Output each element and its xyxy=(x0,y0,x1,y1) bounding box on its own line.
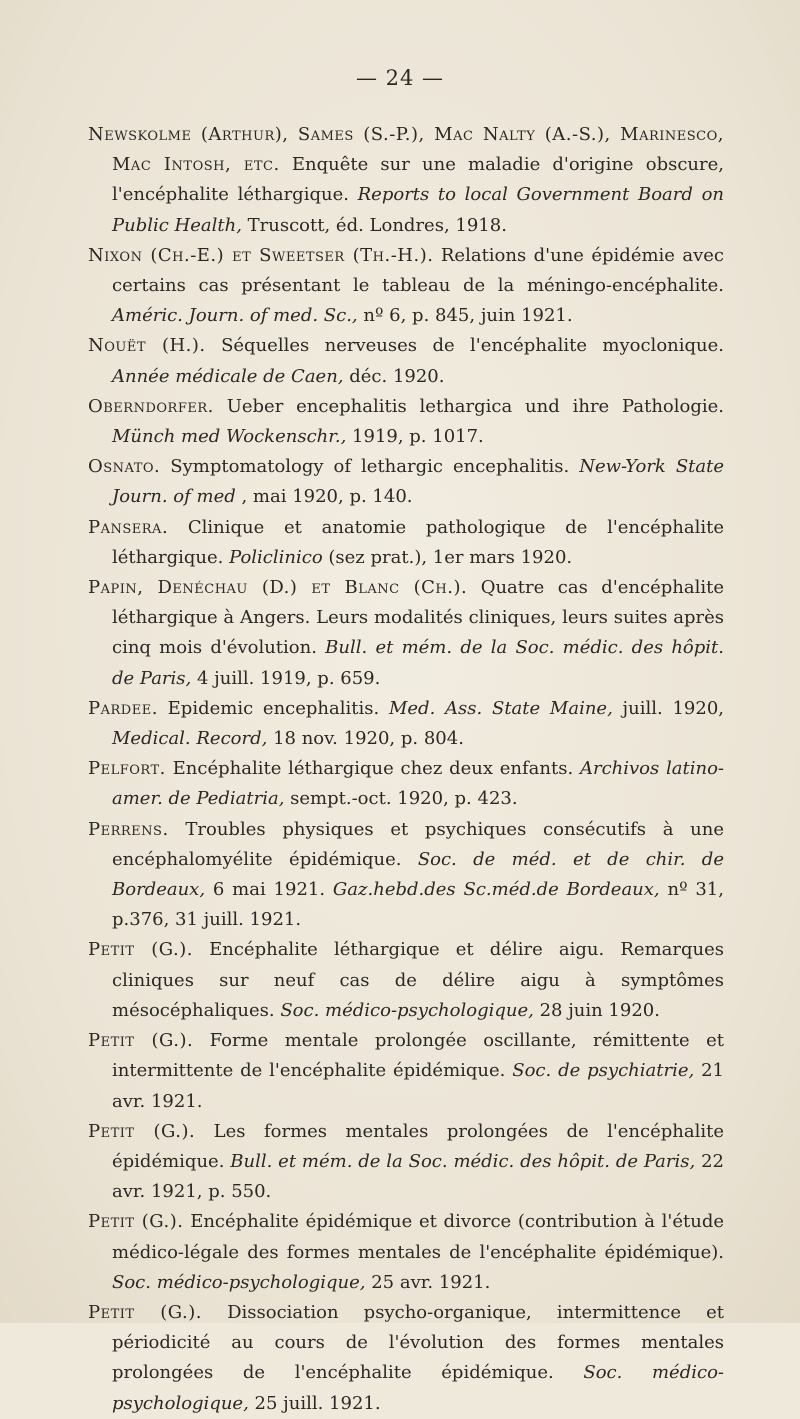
entry-author: Nixon (Ch.-E.) et Sweetser (Th.-H.). xyxy=(88,244,434,266)
bibliography-entry xyxy=(88,392,724,452)
entry-author: Petit (G.). xyxy=(88,1301,202,1323)
entry-title: Encéphalite épidémique et divorce (contribution à l'étude médico-légale des formes mentales de l'encéphalite épidémique). xyxy=(112,1211,724,1263)
bibliography-entry xyxy=(88,754,724,814)
entry-journal: Soc. de méd. et de chir. de Bordeaux, xyxy=(112,848,724,901)
entry-journal: Gaz.hebd.des Sc.méd.de Bordeaux, xyxy=(332,879,660,901)
bibliography-entry xyxy=(88,1298,724,1419)
bibliography-entry xyxy=(88,815,724,936)
entry-title: Troubles physiques et psychiques consécutifs à une encéphalomyélite épidémique. xyxy=(112,818,724,870)
entry-author: Pelfort. xyxy=(88,758,166,780)
entry-journal: Améric. Journ. of med. Sc., xyxy=(112,305,358,327)
entry-details: 1919, p. 1017. xyxy=(346,426,484,448)
entry-details: sempt.-oct. 1920, p. 423. xyxy=(284,788,518,810)
entry-journal: Année médicale de Caen, xyxy=(112,365,344,387)
entry-details: nº 31, p.376, 31 juill. 1921. xyxy=(112,879,724,931)
entry-details: juill. 1920, xyxy=(612,697,725,719)
entry-title: Ueber encephalitis lethargica und ihre Pathologie. xyxy=(213,395,724,417)
entry-journal: Bull. et mém. de la Soc. médic. des hôpit. de Paris, xyxy=(230,1150,696,1172)
entry-details: 4 juill. 1919, p. 659. xyxy=(191,667,381,689)
bibliography-entry xyxy=(88,331,724,391)
entry-title: Relations d'une épidémie avec certains cas présentant le tableau de la méningo-encéphalite. xyxy=(112,244,724,297)
bibliography-entry xyxy=(88,935,724,1026)
entry-author: Petit (G.). xyxy=(88,1211,184,1233)
entry-title: Les formes mentales prolongées de l'encéphalite épidémique. xyxy=(112,1120,725,1172)
bibliography-entry xyxy=(88,694,724,754)
entry-details: Truscott, éd. Londres, 1918. xyxy=(241,214,507,236)
entry-author: Petit (G.). xyxy=(88,1030,194,1052)
entry-journal: Medical. Record, xyxy=(112,728,268,750)
entry-journal: Münch med Wockenschr., xyxy=(112,426,347,448)
bibliography-entry xyxy=(88,1026,724,1117)
entry-details: déc. 1920. xyxy=(343,365,445,387)
entry-details: 18 nov. 1920, p. 804. xyxy=(267,728,464,750)
entry-journal: Soc. médico-psychologique, xyxy=(112,1362,724,1414)
entry-title: Forme mentale prolongée oscillante, rémittente et intermittente de l'encéphalite épidémique. xyxy=(112,1030,724,1082)
entry-details: 25 juill. 1921. xyxy=(248,1392,381,1414)
entry-author: Petit (G.). xyxy=(88,939,193,961)
entry-journal: Archivos latino-amer. de Pediatria, xyxy=(112,758,725,810)
bibliography-entry xyxy=(88,1117,724,1208)
entry-journal: Soc. médico-psychologique, xyxy=(280,999,534,1021)
bibliography-entry xyxy=(88,573,724,694)
entry-details: 25 avr. 1921. xyxy=(365,1271,491,1293)
entry-title: Dissociation psycho-organique, intermittence et périodicité au cours de l'évolution des formes mentales prolongées de l'encéphalite épidémique. xyxy=(112,1301,724,1384)
bibliography-entry xyxy=(88,120,724,241)
entry-journal: Soc. de psychiatrie, xyxy=(512,1060,695,1082)
entry-author: Nouët (H.). xyxy=(88,335,206,357)
entry-author: Papin, Denéchau (D.) et Blanc (Ch.). xyxy=(88,577,468,599)
entry-author: Newskolme (Arthur), Sames (S.-P.), Mac Nalty (A.-S.), Marinesco, Mac Intosh, etc. xyxy=(88,124,724,176)
entry-journal: Bull. et mém. de la Soc. médic. des hôpit. de Paris, xyxy=(112,637,724,689)
entry-author: Petit (G.). xyxy=(88,1120,196,1142)
bibliography-entry xyxy=(88,452,724,512)
entry-title: Symptomatology of lethargic encephalitis. xyxy=(160,456,580,478)
bibliography-entry xyxy=(88,1207,724,1298)
entry-author: Oberndorfer. xyxy=(88,395,214,417)
entry-title: Clinique et anatomie pathologique de l'encéphalite léthargique. xyxy=(112,516,724,568)
bibliography-entry xyxy=(88,241,724,332)
bibliography-entry xyxy=(88,513,724,573)
entry-details: 22 avr. 1921, p. 550. xyxy=(112,1150,724,1203)
entry-details: , mai 1920, p. 140. xyxy=(235,486,413,508)
entry-details: 28 juin 1920. xyxy=(533,999,660,1021)
entry-details: (sez prat.), 1er mars 1920. xyxy=(322,546,573,568)
entry-title: Encéphalite léthargique et délire aigu. Remarques cliniques sur neuf cas de délire aigu à symptômes mésocéphaliques. xyxy=(112,939,724,1021)
entry-journal: Med. Ass. State Maine, xyxy=(388,697,613,719)
entry-details: 6 mai 1921. xyxy=(205,879,333,901)
entry-author: Perrens. xyxy=(88,818,169,840)
entry-title: Séquelles nerveuses de l'encéphalite myoclonique. xyxy=(205,335,724,357)
entry-journal: Policlinico xyxy=(229,546,323,568)
entry-author: Pardee. xyxy=(88,697,158,719)
entry-journal: New-York State Journ. of med xyxy=(112,456,724,508)
entry-details: 21 avr. 1921. xyxy=(112,1060,724,1112)
page-number: — 24 — xyxy=(355,66,445,90)
bibliography-list xyxy=(88,120,724,1419)
entry-title: Encéphalite léthargique chez deux enfants. xyxy=(165,758,580,780)
entry-details: nº 6, p. 845, juin 1921. xyxy=(357,305,573,327)
entry-journal: Reports to local Government Board on Public Health, xyxy=(112,184,724,236)
entry-title: Epidemic encephalitis. xyxy=(157,697,389,719)
entry-title: Quatre cas d'encéphalite léthargique à Angers. Leurs modalités cliniques, leurs suites après cinq mois d'évolution. xyxy=(112,577,724,659)
entry-author: Osnato. xyxy=(88,456,161,478)
entry-author: Pansera. xyxy=(88,516,169,538)
entry-title: Enquête sur une maladie d'origine obscure, l'encéphalite léthargique. xyxy=(112,154,724,206)
entry-journal: Soc. médico-psychologique, xyxy=(112,1271,366,1293)
